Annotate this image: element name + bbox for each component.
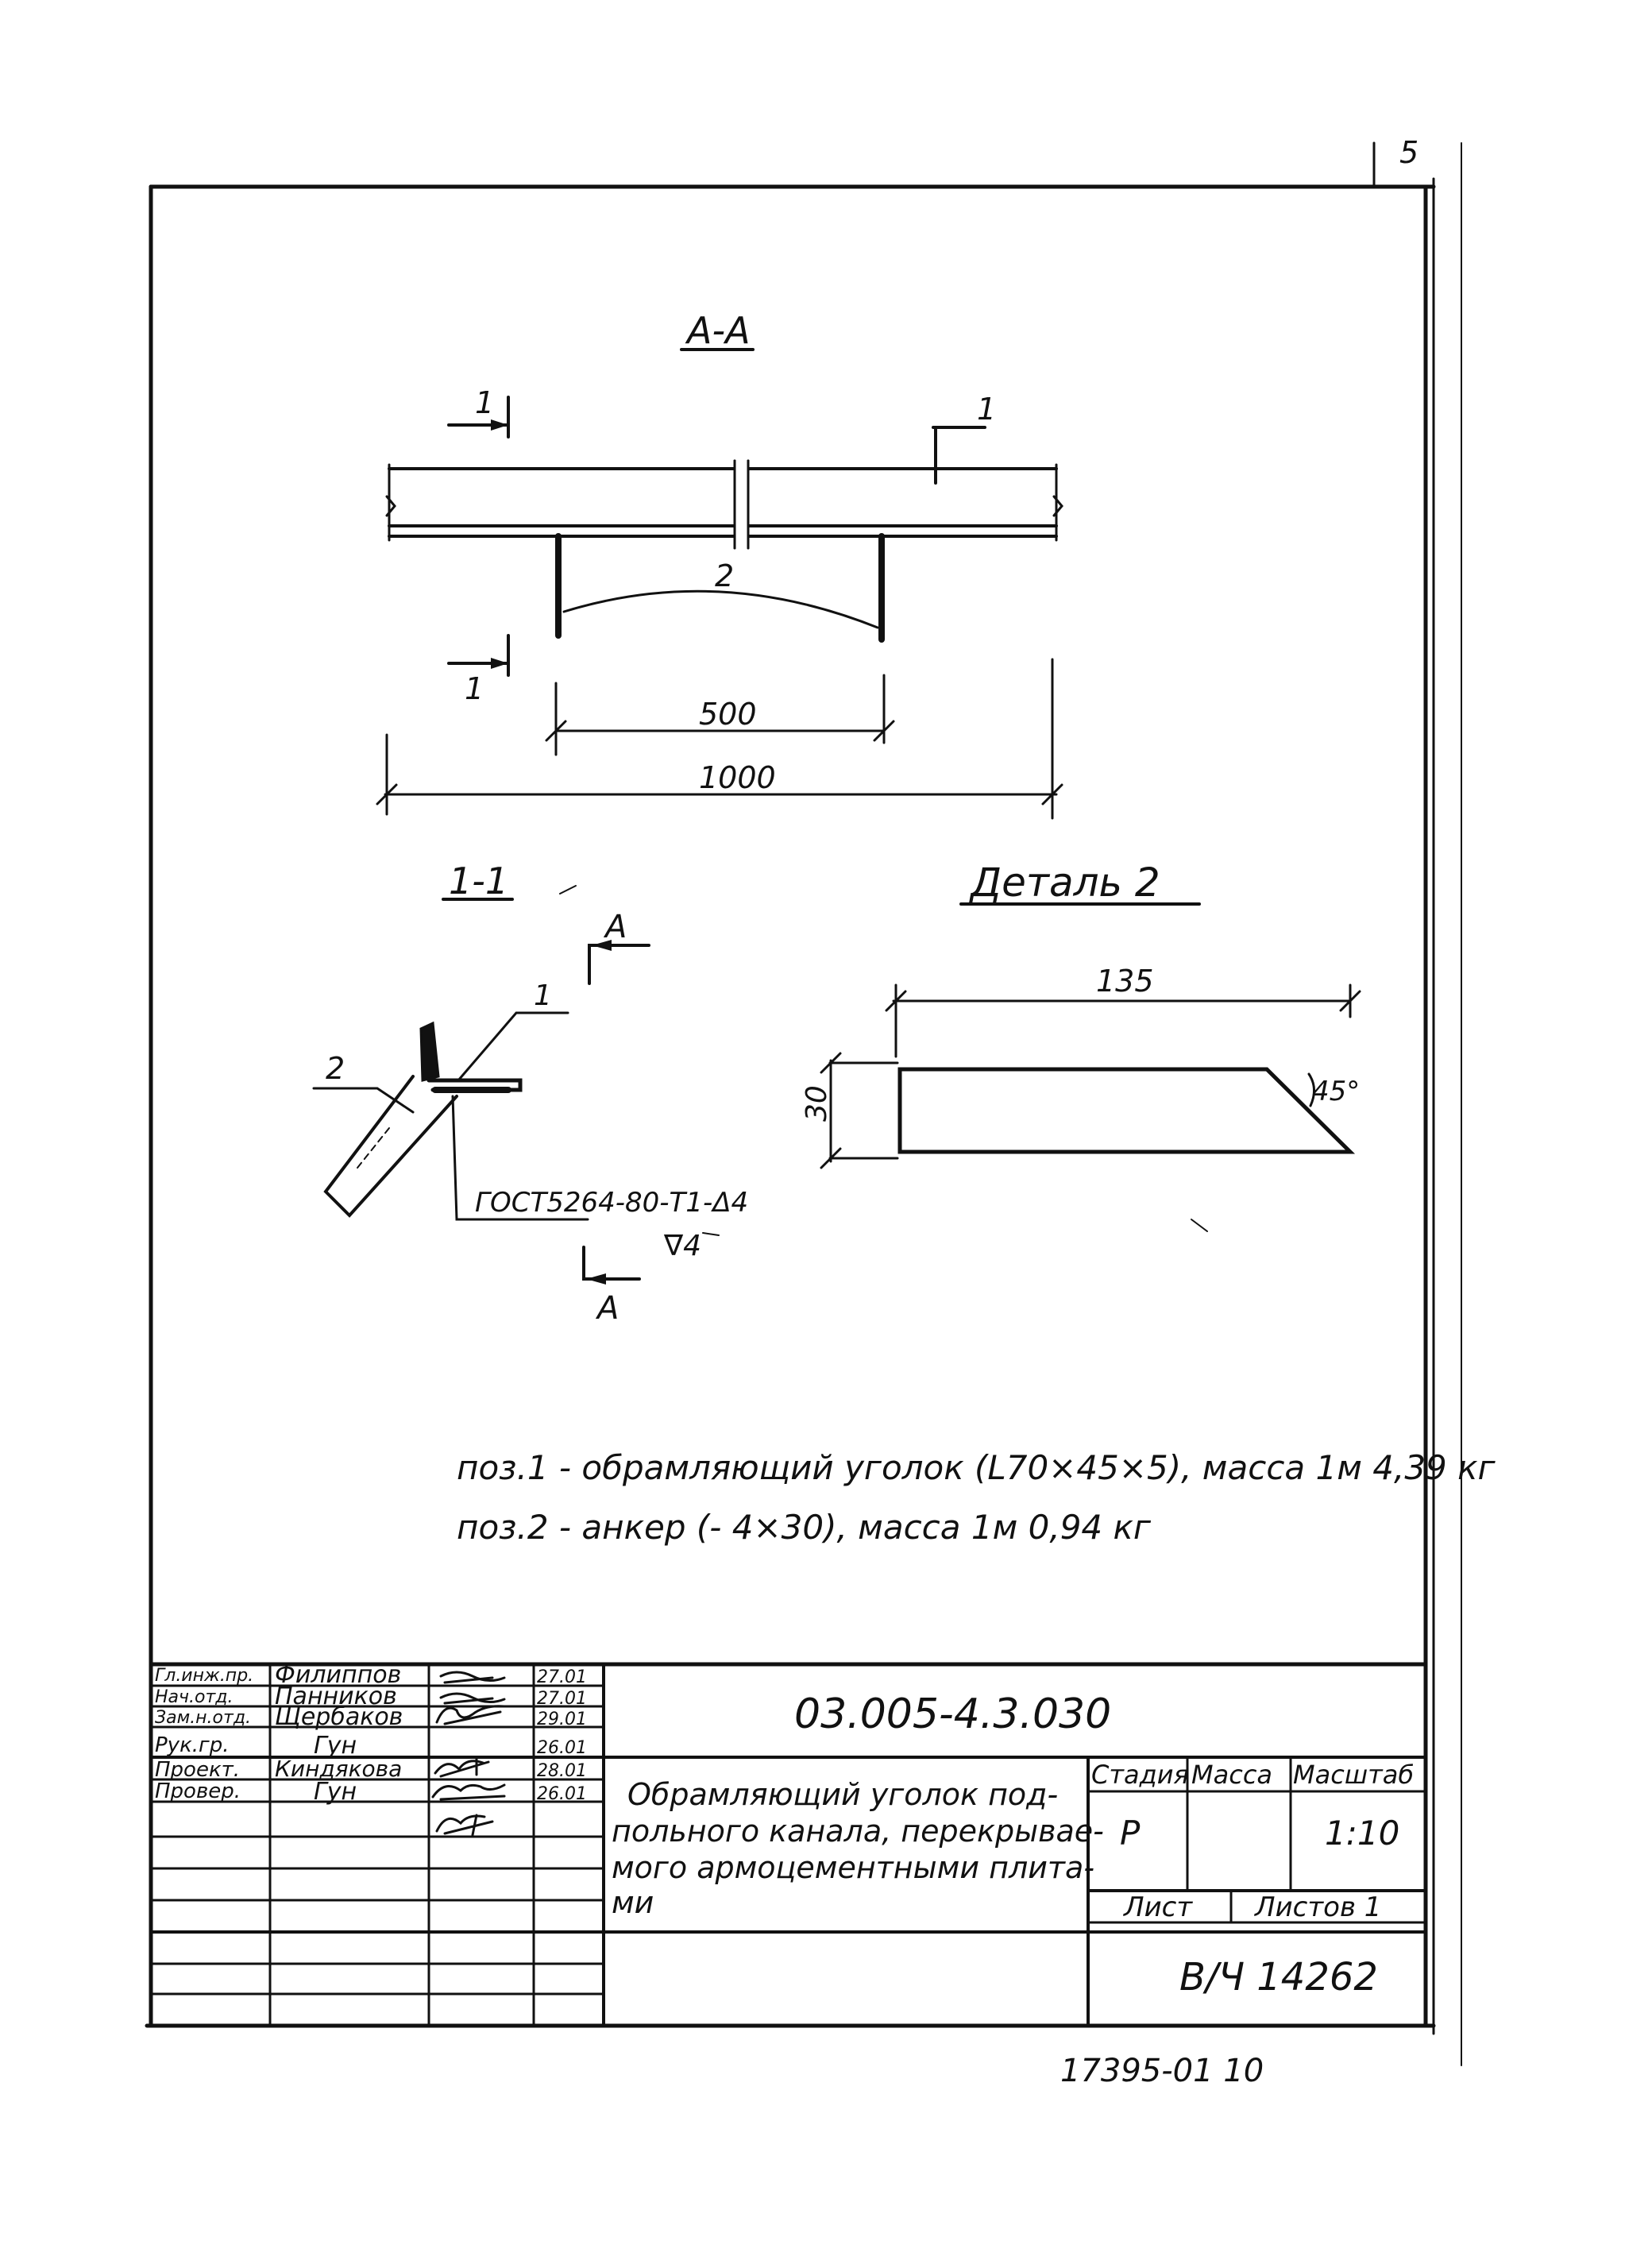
signature-marks xyxy=(433,1672,504,1835)
dimension-500: 500 xyxy=(699,697,757,732)
drawing-designation: 03.005-4.3.030 xyxy=(794,1690,1112,1738)
bottom-stamp: 17395-01 10 xyxy=(1060,2053,1264,2089)
sig-role-6: Провер. xyxy=(155,1779,241,1803)
detail2-title: Деталь 2 xyxy=(971,860,1160,906)
sig-name-3: Щербаков xyxy=(275,1703,403,1731)
leader-label-2: 2 xyxy=(326,1051,345,1086)
leader-label-1: 1 xyxy=(534,979,552,1012)
sig-name-4: Гун xyxy=(314,1732,357,1760)
item-2-label: 2 xyxy=(715,558,735,593)
sig-role-1: Гл.инж.пр. xyxy=(155,1666,254,1686)
cut-mark-label-top: 1 xyxy=(475,385,495,420)
note-position-1: поз.1 - обрамляющий уголок (L70×45×5), масса 1м 4,39 кг xyxy=(457,1448,1496,1487)
sig-name-6: Гун xyxy=(314,1778,357,1806)
section-aa-title: А-А xyxy=(687,309,751,352)
cut-mark-label-right: 1 xyxy=(977,392,997,427)
view-arrow-bottom-label: А xyxy=(597,1290,620,1327)
drawing-title-line-4: ми xyxy=(612,1885,654,1920)
weld-note: ГОСТ5264-80-Т1-Δ4 xyxy=(475,1187,749,1219)
sig-date-5: 28.01 xyxy=(537,1761,587,1781)
view-arrow-top-label: А xyxy=(605,909,627,945)
sig-role-5: Проект. xyxy=(155,1758,241,1782)
page-corner-number: 5 xyxy=(1399,135,1419,170)
detail2-dimension-length: 135 xyxy=(1096,964,1154,999)
stage-value: Р xyxy=(1120,1814,1141,1853)
sig-name-2: Панников xyxy=(275,1683,397,1710)
section-11-title: 1-1 xyxy=(449,860,509,902)
cut-mark-label-bottom: 1 xyxy=(465,671,484,706)
detail2-angle: 45° xyxy=(1312,1076,1361,1107)
sig-date-3: 29.01 xyxy=(537,1710,587,1729)
drawing-title-line-2: польного канала, перекрывае- xyxy=(612,1814,1104,1849)
scale-header: Масштаб xyxy=(1293,1760,1415,1790)
drawing-title-line-3: мого армоцементными плита- xyxy=(612,1850,1095,1885)
detail2-drawing xyxy=(821,904,1360,1231)
scale-value: 1:10 xyxy=(1325,1814,1400,1853)
dimension-1000: 1000 xyxy=(699,760,776,795)
sig-name-1: Филиппов xyxy=(275,1661,402,1689)
section-11-drawing xyxy=(314,886,719,1285)
sig-role-3: Зам.н.отд. xyxy=(155,1708,252,1728)
mass-header: Масса xyxy=(1191,1760,1273,1790)
sig-name-5: Киндякова xyxy=(275,1756,403,1782)
sig-date-4: 26.01 xyxy=(537,1738,587,1758)
sheets-label: Листов 1 xyxy=(1255,1891,1382,1923)
drawing-title-line-1: Обрамляющий уголок под- xyxy=(627,1777,1059,1812)
note-position-2: поз.2 - анкер (- 4×30), масса 1м 0,94 кг xyxy=(457,1508,1151,1547)
stage-header: Стадия xyxy=(1091,1760,1189,1790)
sig-date-1: 27.01 xyxy=(537,1667,587,1687)
sheet-label: Лист xyxy=(1124,1891,1193,1923)
drawing-texts xyxy=(155,135,1496,2089)
detail2-dimension-height: 30 xyxy=(801,1085,833,1122)
sig-role-4: Рук.гр. xyxy=(155,1733,230,1757)
sig-role-2: Нач.отд. xyxy=(155,1687,234,1707)
weld-symbol: ∇4 xyxy=(664,1230,701,1262)
sig-date-6: 26.01 xyxy=(537,1784,587,1804)
sig-date-2: 27.01 xyxy=(537,1689,587,1709)
organization-code: В/Ч 14262 xyxy=(1179,1955,1378,1999)
